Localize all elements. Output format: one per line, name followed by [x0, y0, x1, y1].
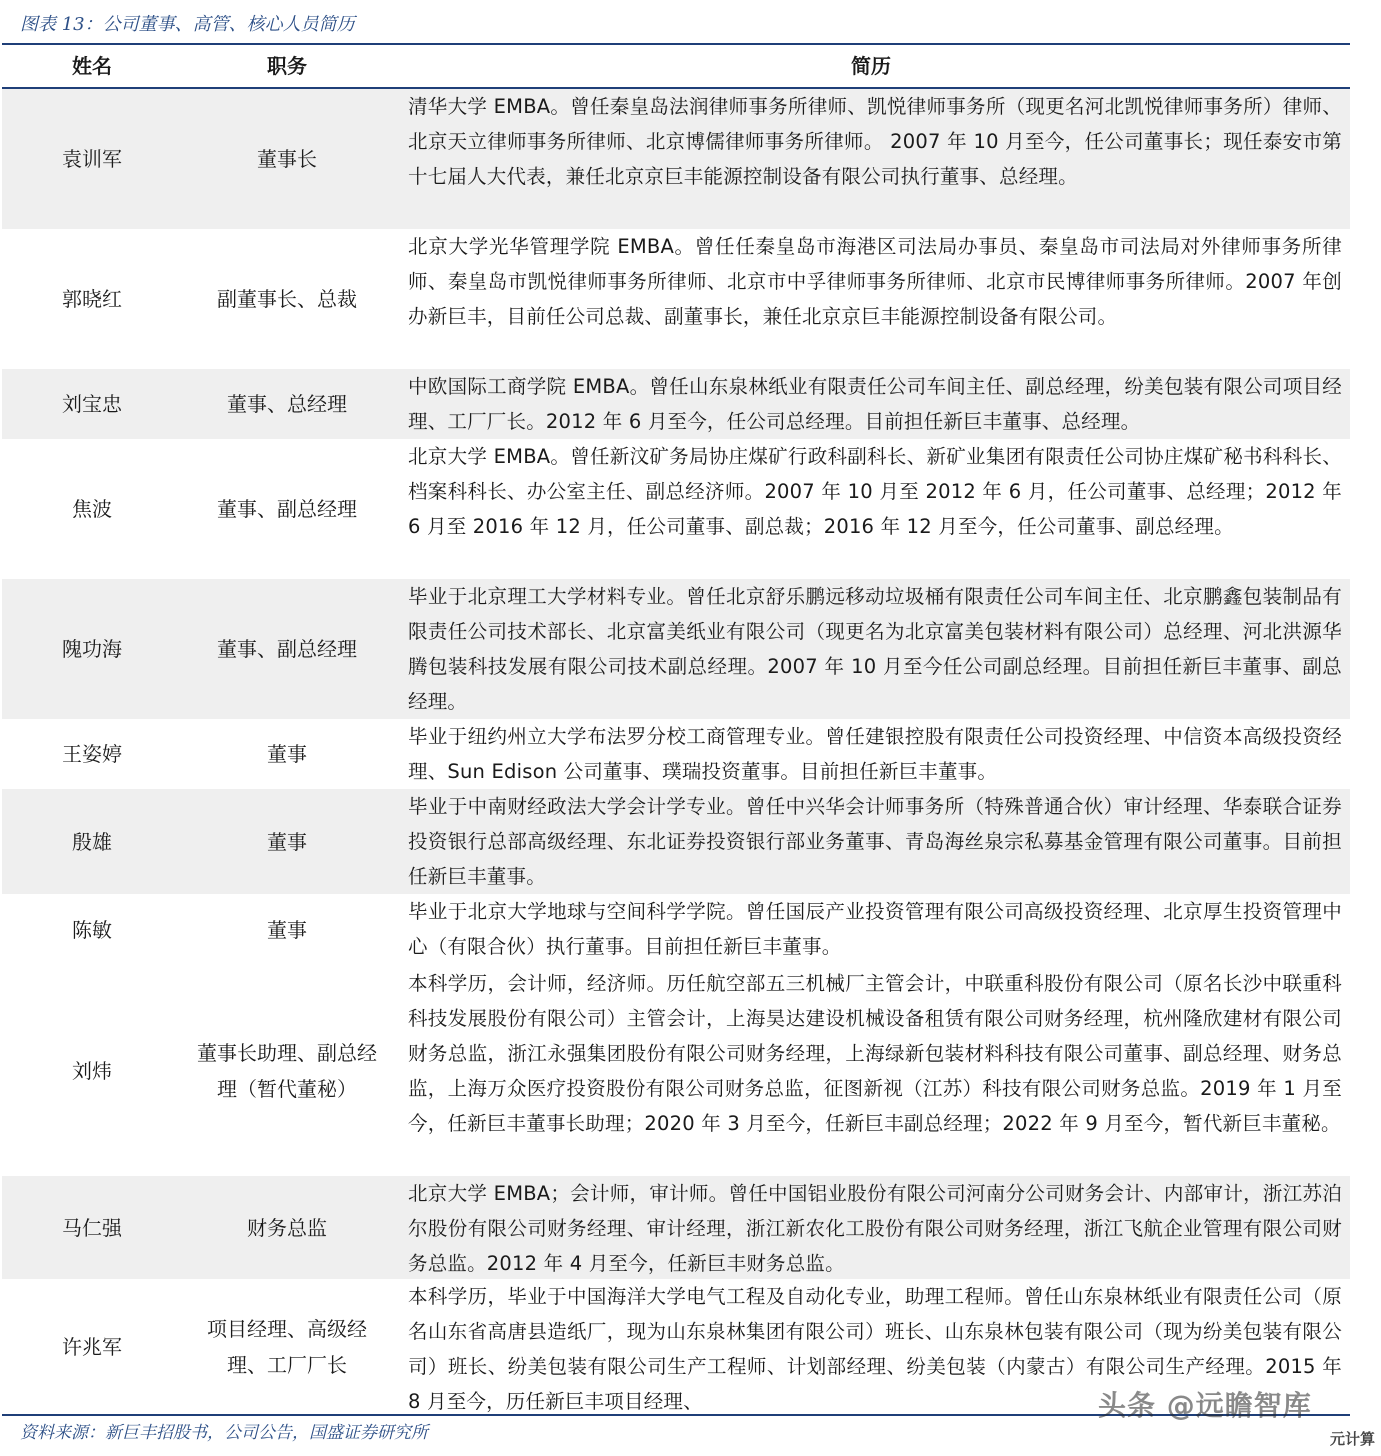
- table-row: [2, 229, 1350, 369]
- header-bio: 简历: [851, 54, 891, 78]
- cell-name: 刘炜: [72, 1059, 112, 1083]
- source-note: 资料来源：新巨丰招股书，公司公告，国盛证券研究所: [20, 1423, 428, 1443]
- cell-bio: [408, 439, 1342, 579]
- cell-bio: [408, 719, 1342, 789]
- figure-caption: 图表 13：公司董事、高管、核心人员简历: [20, 14, 355, 35]
- cell-position: [182, 229, 392, 369]
- cell-position: [182, 719, 392, 789]
- cell-name: 王姿婷: [62, 742, 122, 766]
- cell-bio: [408, 789, 1342, 894]
- cell-name: 隗功海: [62, 637, 122, 661]
- table-row: [2, 369, 1350, 439]
- table-row: [2, 1176, 1350, 1279]
- cell-name: 袁训军: [62, 147, 122, 171]
- bio-text: 毕业于纽约州立大学布法罗分校工商管理专业。曾任建银控股有限责任公司投资经理、中信资本高级投资经理、Sun Edison 公司董事、璞瑞投资董事。目前担任新巨丰董事。: [408, 725, 1342, 783]
- cell-position: [182, 439, 392, 579]
- cell-position: [182, 369, 392, 439]
- bio-text: 本科学历，毕业于中国海洋大学电气工程及自动化专业，助理工程师。曾任山东泉林纸业有限责任公司（原名山东省高唐县造纸厂，现为山东泉林集团有限公司）班长、山东泉林包装有限公司（现为纷美包装有限公司）班长、纷美包装有限公司生产工程师、计划部经理、纷美包装（内蒙古）有限公司生产经理。2015 年 8 月至今，历任新巨丰项目经理、: [408, 1285, 1342, 1413]
- position-text: 财务总监: [247, 1215, 327, 1240]
- bio-text: 清华大学 EMBA。曾任秦皇岛法润律师事务所律师、凯悦律师事务所（现更名河北凯悦律师事务所）律师、北京天立律师事务所律师、北京博儒律师事务所律师。 2007 年 10 月至今，任公司董事长；现任泰安市第十七届人大代表，兼任北京京巨丰能源控制设备有限公司执行董事、总经理。: [408, 95, 1342, 188]
- cell-bio: [408, 894, 1342, 966]
- watermark: 头条 @远瞻智库: [1098, 1389, 1312, 1422]
- cell-name: 殷雄: [72, 829, 112, 854]
- cell-name: 陈敏: [72, 918, 112, 942]
- bio-text: 中欧国际工商学院 EMBA。曾任山东泉林纸业有限责任公司车间主任、副总经理，纷美包装有限公司项目经理、工厂厂长。2012 年 6 月至今，任公司总经理。目前担任新巨丰董事、总经理。: [408, 375, 1342, 433]
- table-row: [2, 894, 1350, 966]
- header-name: 姓名: [72, 54, 112, 78]
- table-body: [2, 89, 1350, 1414]
- position-text: 项目经理、高级经理、工厂厂长: [207, 1316, 367, 1377]
- cell-bio: [408, 229, 1342, 369]
- cell-position: [182, 894, 392, 966]
- table-row: [2, 439, 1350, 579]
- cell-name: 许兆军: [62, 1334, 122, 1359]
- cell-bio: [408, 1176, 1342, 1279]
- bio-text: 毕业于北京理工大学材料专业。曾任北京舒乐鹏远移动垃圾桶有限责任公司车间主任、北京鹏鑫包装制品有限责任公司技术部长、北京富美纸业有限公司（现更名为北京富美包装材料有限公司）总经理、河北洪源华腾包装科技发展有限公司技术副总经理。2007 年 10 月至今任公司副总经理。目前担任新巨丰董事、副总经理。: [408, 585, 1342, 713]
- cell-position: [182, 579, 392, 719]
- bio-text: 北京大学光华管理学院 EMBA。曾任任秦皇岛市海港区司法局办事员、秦皇岛市司法局对外律师事务所律师、秦皇岛市凯悦律师事务所律师、北京市中孚律师事务所律师、北京市民博律师事务所律师。2007 年创办新巨丰，目前任公司总裁、副董事长，兼任北京京巨丰能源控制设备有限公司。: [408, 235, 1342, 328]
- cell-position: [182, 789, 392, 894]
- position-text: 董事: [267, 918, 307, 942]
- bio-text: 北京大学 EMBA。曾任新汶矿务局协庄煤矿行政科副科长、新矿业集团有限责任公司协庄煤矿秘书科科长、档案科科长、办公室主任、副总经济师。2007 年 10 月至 2012 年 6 月，任公司董事、总经理；2012 年 6 月至 2016 年 12 月，任公司董事、副总裁；2016 年 12 月至今，任公司董事、副总经理。: [408, 445, 1342, 538]
- cell-name: 刘宝忠: [62, 392, 122, 416]
- cell-bio: [408, 966, 1342, 1176]
- table-row: [2, 579, 1350, 719]
- table-row: [2, 966, 1350, 1176]
- cell-name: 郭晓红: [62, 287, 122, 311]
- cell-position: [182, 1176, 392, 1279]
- cell-position: [182, 966, 392, 1176]
- position-text: 董事、副总经理: [217, 637, 357, 661]
- cell-bio: [408, 369, 1342, 439]
- bio-text: 毕业于中南财经政法大学会计学专业。曾任中兴华会计师事务所（特殊普通合伙）审计经理、华泰联合证券投资银行总部高级经理、东北证券投资银行部业务董事、青岛海丝泉宗私募基金管理有限公司董事。目前担任新巨丰董事。: [408, 795, 1342, 888]
- cell-name: 马仁强: [62, 1215, 122, 1240]
- cell-bio: [408, 89, 1342, 229]
- table-row: [2, 789, 1350, 894]
- bio-text: 北京大学 EMBA；会计师，审计师。曾任中国铝业股份有限公司河南分公司财务会计、内部审计，浙江苏泊尔股份有限公司财务经理、审计经理，浙江新农化工股份有限公司财务经理，浙江飞航企业管理有限公司财务总监。2012 年 4 月至今，任新巨丰财务总监。: [408, 1182, 1342, 1275]
- position-text: 董事、总经理: [227, 392, 347, 416]
- position-text: 董事: [267, 829, 307, 854]
- table-header: [2, 45, 1350, 89]
- position-text: 董事长助理、副总经理（暂代董秘）: [197, 1041, 377, 1101]
- position-text: 董事: [267, 742, 307, 766]
- table-row: [2, 89, 1350, 229]
- corner-logo-text: 元计算: [1329, 1430, 1375, 1448]
- position-text: 副董事长、总裁: [217, 287, 357, 311]
- cell-bio: [408, 579, 1342, 719]
- bio-text: 毕业于北京大学地球与空间科学学院。曾任国辰产业投资管理有限公司高级投资经理、北京厚生投资管理中心（有限合伙）执行董事。目前担任新巨丰董事。: [408, 900, 1342, 958]
- header-position: 职务: [267, 54, 307, 78]
- cell-position: [182, 89, 392, 229]
- table-row: [2, 719, 1350, 789]
- bio-text: 本科学历，会计师，经济师。历任航空部五三机械厂主管会计，中联重科股份有限公司（原名长沙中联重科科技发展股份有限公司）主管会计，上海昊达建设机械设备租赁有限公司财务经理，杭州隆欣建材有限公司财务总监，浙江永强集团股份有限公司财务经理，上海绿新包装材料科技有限公司董事、副总经理、财务总监，上海万众医疗投资股份有限公司财务总监，征图新视（江苏）科技有限公司财务总监。2019 年 1 月至今，任新巨丰董事长助理；2020 年 3 月至今，任新巨丰副总经理；2022 年 9 月至今，暂代新巨丰董秘。: [408, 972, 1342, 1135]
- position-text: 董事、副总经理: [217, 497, 357, 521]
- position-text: 董事长: [257, 147, 317, 171]
- cell-name: 焦波: [72, 497, 112, 521]
- cell-position: [182, 1279, 392, 1414]
